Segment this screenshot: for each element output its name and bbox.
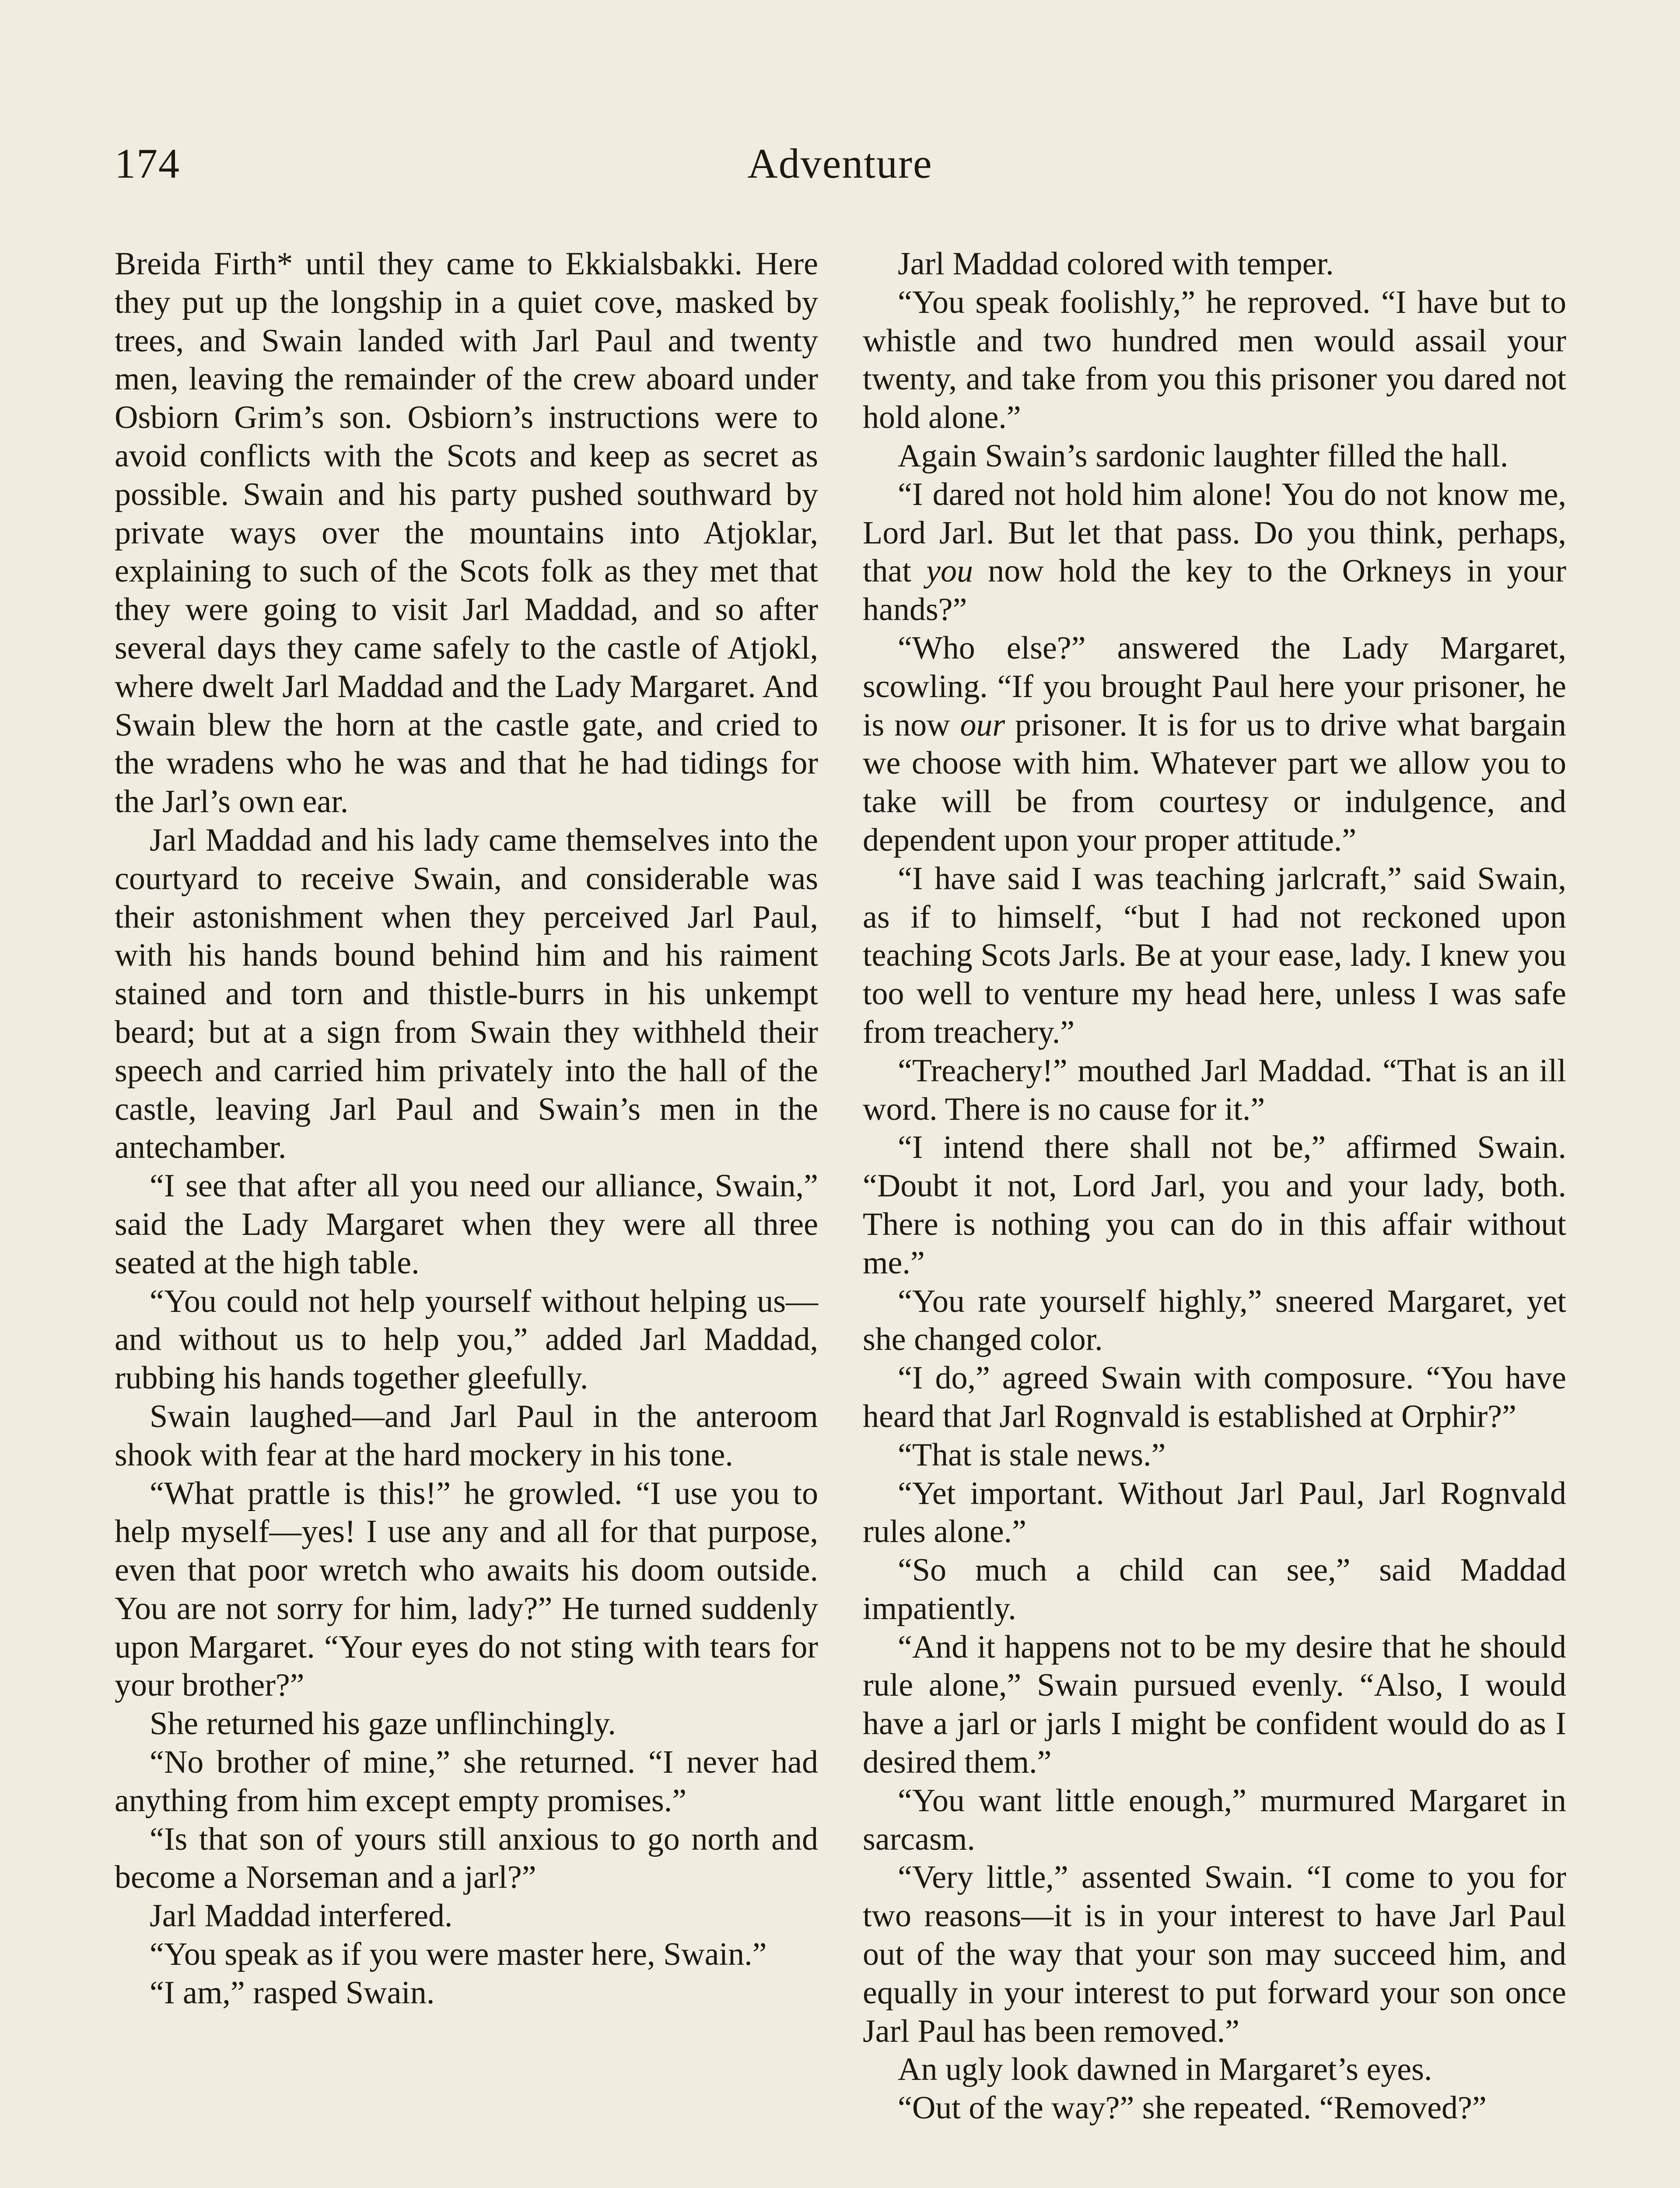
paragraph: “Is that son of yours still anxious to go north and become a Norseman and a jarl?” — [115, 1821, 818, 1896]
paragraph — [863, 476, 1566, 629]
running-title: Adventure — [747, 140, 933, 187]
paragraph: “Out of the way?” she repeated. “Removed?” — [898, 2090, 1487, 2126]
paragraph-text: “Who else?” answered the Lady Margaret, scowling. “If you brought Paul here your prisoner, he is now — [863, 630, 1566, 743]
paragraph: “Very little,” assented Swain. “I come to you for two reasons—it is in your interest to have Jarl Paul out of the way that your son may succeed him, and equally in your interest to put forward your son once Jarl Paul has been removed.” — [863, 1859, 1566, 2049]
paragraph: “I intend there shall not be,” affirmed Swain. “Doubt it not, Lord Jarl, you and your lady, both. There is nothing you can do in this affair without me.” — [863, 1129, 1566, 1281]
paragraph: Jarl Maddad interfered. — [150, 1898, 453, 1934]
paragraph: Swain laughed—and Jarl Paul in the anteroom shook with fear at the hard mockery in his tone. — [115, 1398, 818, 1473]
emphasis: you — [926, 553, 973, 589]
page-number: 174 — [115, 140, 180, 187]
paragraph: Breida Firth* until they came to Ekkialsbakki. Here they put up the longship in a quiet cove, masked by trees, and Swain landed with Jarl Paul and twenty men, leaving the remainder of the crew aboard under Osbiorn Grim’s son. Osbiorn’s instructions were to avoid conflicts with the Scots and keep as secret as possible. Swain and his party pushed southward by private ways over the mountains into Atjoklar, explaining to such of the Scots folk as they met that they were going to visit Jarl Maddad, and so after several days they came safely to the castle of Atjokl, where dwelt Jarl Maddad and the Lady Margaret. And Swain blew the horn at the castle gate, and cried to the wradens who he was and that he had tidings for the Jarl’s own ear. — [115, 246, 818, 820]
paragraph: “You speak foolishly,” he reproved. “I have but to whistle and two hundred men would assail your twenty, and take from you this prisoner you dared not hold alone.” — [863, 284, 1566, 436]
paragraph: “I am,” rasped Swain. — [150, 1974, 435, 2011]
paragraph-text: prisoner. It is for us to drive what bargain we choose with him. Whatever part we allow you to take will be from courtesy or indulgence, and dependent upon your proper attitude.” — [863, 707, 1566, 858]
paragraph: “I have said I was teaching jarlcraft,” said Swain, as if to himself, “but I had not reckoned upon teaching Scots Jarls. Be at your ease, lady. I knew you too well to venture my head here, unless I was safe from treachery.” — [863, 860, 1566, 1050]
paragraph: Again Swain’s sardonic laughter filled the hall. — [898, 438, 1508, 474]
paragraph: “That is stale news.” — [898, 1437, 1166, 1473]
paragraph — [863, 629, 1566, 860]
paragraph: Jarl Maddad and his lady came themselves into the courtyard to receive Swain, and considerable was their astonishment when they perceived Jarl Paul, with his hands bound behind him and his raiment stained and torn and thistle-burrs in his unkempt beard; but at a sign from Swain they withheld their speech and carried him privately into the hall of the castle, leaving Jarl Paul and Swain’s men in the antechamber. — [115, 822, 818, 1166]
paragraph: “I do,” agreed Swain with composure. “You have heard that Jarl Rognvald is established at Orphir?” — [863, 1360, 1566, 1434]
paragraph: “No brother of mine,” she returned. “I never had anything from him except empty promises.” — [115, 1744, 818, 1819]
left-column — [115, 245, 818, 2013]
paragraph: She returned his gaze unflinchingly. — [150, 1706, 616, 1742]
paragraph: “So much a child can see,” said Maddad impatiently. — [863, 1552, 1566, 1627]
paragraph: “And it happens not to be my desire that he should rule alone,” Swain pursued evenly. “Also, I would have a jarl or jarls I might be confident would do as I desired them.” — [863, 1629, 1566, 1781]
paragraph: “I see that after all you need our alliance, Swain,” said the Lady Margaret when they were all three seated at the high table. — [115, 1168, 818, 1281]
paragraph: An ugly look dawned in Margaret’s eyes. — [898, 2051, 1432, 2088]
paragraph-text: now hold the key to the Orkneys in your hands?” — [863, 553, 1566, 628]
paragraph: “You want little enough,” murmured Margaret in sarcasm. — [863, 1782, 1566, 1857]
paragraph: Jarl Maddad colored with temper. — [898, 246, 1334, 282]
emphasis: our — [960, 707, 1005, 743]
paragraph: “You could not help yourself without helping us—and without us to help you,” added Jarl Maddad, rubbing his hands together gleefully. — [115, 1283, 818, 1396]
paragraph: “You rate yourself highly,” sneered Margaret, yet she changed color. — [863, 1283, 1566, 1358]
paragraph-text: “I dared not hold him alone! You do not know me, Lord Jarl. But let that pass. Do you think, perhaps, that — [863, 476, 1566, 589]
right-column — [863, 245, 1566, 2128]
paragraph: “Yet important. Without Jarl Paul, Jarl Rognvald rules alone.” — [863, 1475, 1566, 1550]
paragraph: “What prattle is this!” he growled. “I use you to help myself—yes! I use any and all for that purpose, even that poor wretch who awaits his doom outside. You are not sorry for him, lady?” He turned suddenly upon Margaret. “Your eyes do not sting with tears for your brother?” — [115, 1475, 818, 1704]
paragraph: “Treachery!” mouthed Jarl Maddad. “That is an ill word. There is no cause for it.” — [863, 1052, 1566, 1127]
paragraph: “You speak as if you were master here, Swain.” — [150, 1936, 767, 1973]
